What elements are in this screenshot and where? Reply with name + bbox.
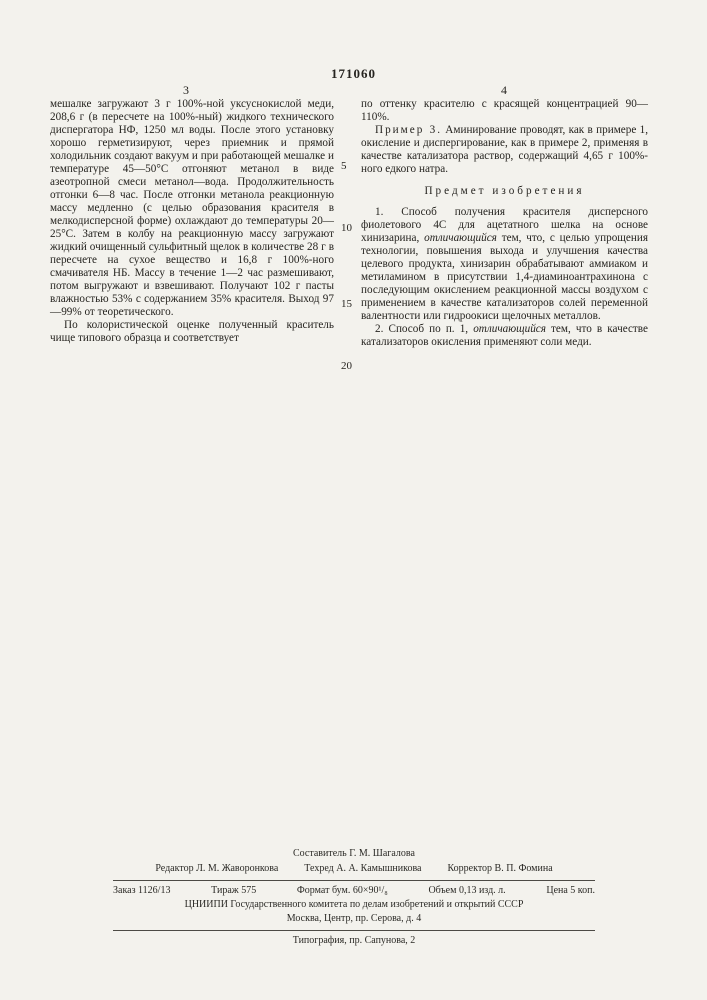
imprint-footer — [113, 846, 595, 947]
claim-2 — [361, 323, 648, 349]
techred-credit: Техред А. А. Камышникова — [304, 863, 422, 874]
order-number: Заказ 1126/13 — [113, 885, 171, 896]
example-3-label: Пример 3. — [375, 124, 442, 136]
claim-2-text-post: тем, что в качестве катализаторов окисления применяют соли меди. — [361, 323, 648, 348]
claim-2-text-pre: 2. Способ по п. 1, — [375, 323, 474, 335]
volume: Объем 0,13 изд. л. — [428, 885, 506, 896]
claims-heading: Предмет изобретения — [424, 185, 585, 197]
left-page-number: 3 — [183, 83, 189, 97]
right-column-paragraph-1: по оттенку красителю с красящей концентрацией 90—110%. — [361, 98, 648, 123]
staff-credits — [113, 863, 595, 875]
right-column — [361, 98, 648, 349]
margin-line-number-10: 10 — [341, 222, 352, 234]
editor-credit: Редактор Л. М. Жаворонкова — [155, 863, 279, 874]
margin-line-number-5: 5 — [341, 160, 347, 172]
print-run: Тираж 575 — [211, 885, 257, 896]
paper-format: Формат бум. 60×90¹/₈ — [296, 885, 388, 896]
claim-1-italic-term: отличающийся — [424, 232, 497, 244]
claim-1 — [361, 206, 648, 323]
price: Цена 5 коп. — [546, 885, 595, 896]
left-column-paragraph-1: мешалке загружают 3 г 100%-ной уксуснокислой меди, 208,6 г (в пересчете на 100%-ный) жидкого технического диспергатора НФ, 1250 мл воды. После этого установку хорошо герметизируют, через приемник и прямой холодильник создают вакуум и при работающей мешалке и температуре 45—50°С отгоняют метанол в виде азеотропной смеси метанол—вода. Продолжительность отгонки 6—8 час. После отгонки метанола реакционную массу медленно (с целью образования красителя в мелкодисперсной форме) охлаждают до температуры 20—25°С. Затем в колбу на реакционную массу загружают жидкий очищенный сульфитный щелок в количестве 28 г в пересчете на сухое вещество и 16,8 г 100%-ного смачивателя НБ. Массу в течение 1—2 час размешивают, потом выгружают и взвешивают. Получают 102 г пасты влажностью 53% с содержанием 35% красителя. Выход 97—99% от теоретического. — [50, 98, 334, 318]
footer-divider-top — [113, 880, 595, 881]
example-3-paragraph — [361, 124, 648, 176]
example-3-text: Аминирование проводят, как в примере 1, окисление и диспергирование, как в примере 2, применяя в качестве катализатора раствор, содержащий 4,65 г 100%-ного едкого натра. — [361, 124, 648, 175]
footer-divider-bottom — [113, 930, 595, 931]
corrector-credit: Корректор В. П. Фомина — [447, 863, 553, 874]
claim-1-text-post: тем, что, с целью упрощения технологии, повышения выхода и улучшения качества целевого продукта, хинизарин обрабатывают аммиаком и метиламином в присутствии 1,4-диаминоантрахинона с последующим окислением реакционной массы воздухом с применением в качестве катализаторов солей переменной валентности или гидроокиси щелочных металлов. — [361, 232, 648, 322]
publishing-organization: ЦНИИПИ Государственного комитета по делам изобретений и открытий СССР — [184, 899, 524, 910]
printing-house: Типография, пр. Сапунова, 2 — [292, 935, 416, 946]
margin-line-number-20: 20 — [341, 360, 352, 372]
compiler-credit: Составитель Г. М. Шагалова — [293, 848, 415, 859]
patent-number: 171060 — [331, 66, 376, 81]
claim-2-italic-term: отличающийся — [473, 323, 546, 335]
left-column-paragraph-2: По колористической оценке полученный краситель чище типового образца и соответствует — [50, 319, 334, 344]
print-specs — [113, 885, 595, 897]
left-column — [50, 98, 334, 345]
right-page-number: 4 — [501, 83, 507, 97]
claim-1-text-pre: 1. Способ получения красителя дисперсного фиолетового 4С для ацетатного шелка на основе хинизарина, — [361, 206, 648, 244]
publisher-address: Москва, Центр, пр. Серова, д. 4 — [286, 913, 422, 924]
margin-line-number-15: 15 — [341, 298, 352, 310]
